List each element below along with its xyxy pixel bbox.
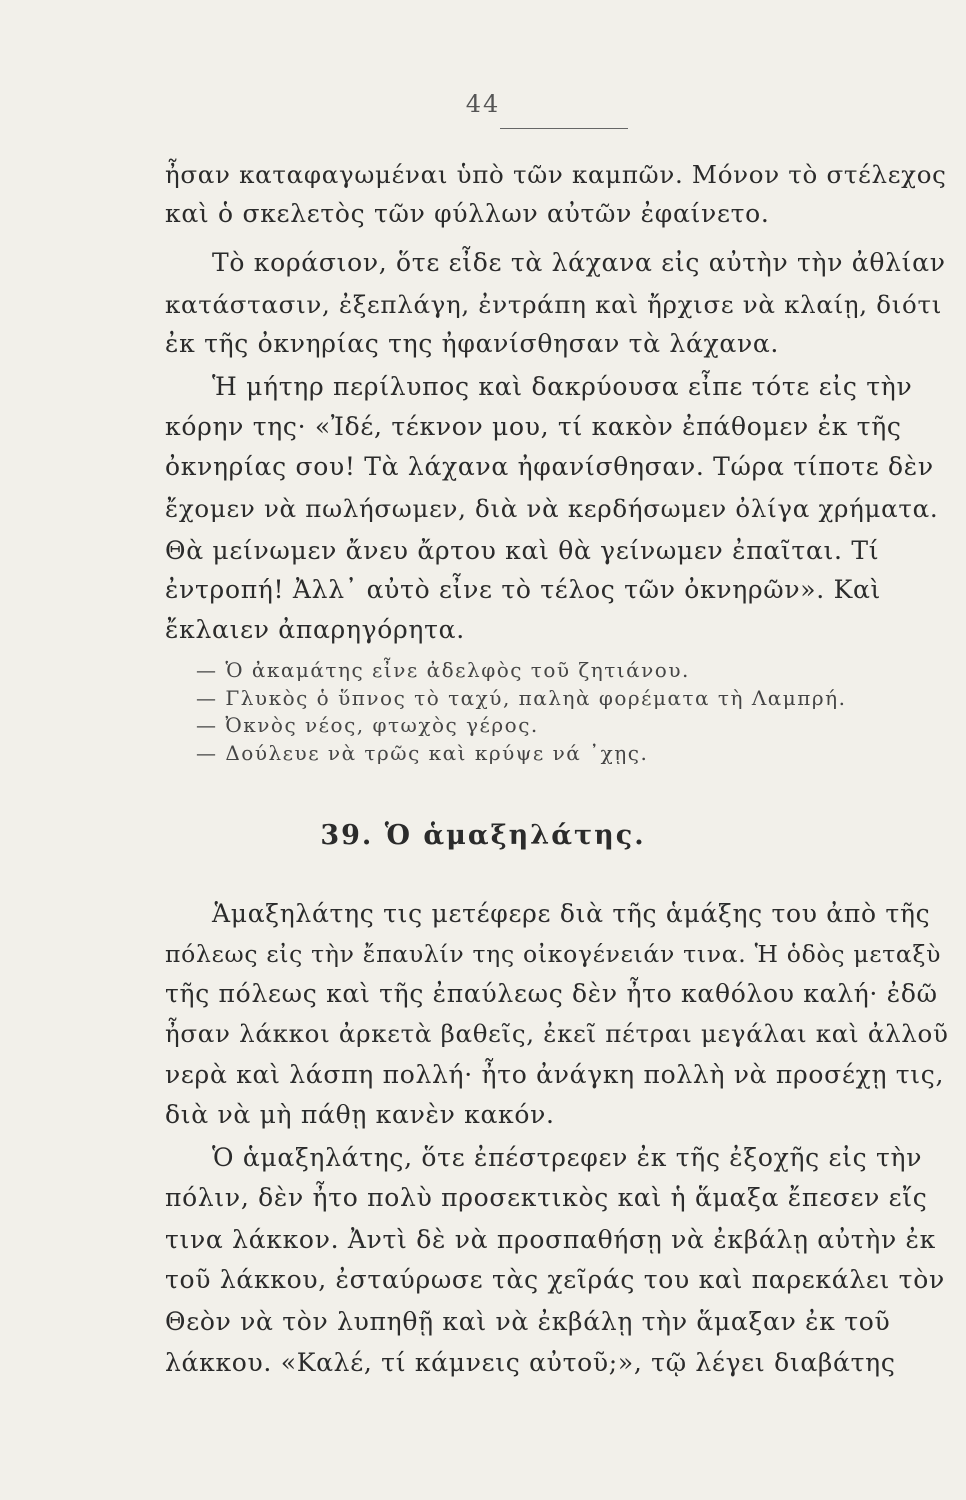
text-line: ἐντροπή! Ἀλλ᾽ αὐτὸ εἶνε τὸ τέλος τῶν ὀκνηρῶν». Καὶ <box>165 575 882 604</box>
text-line: τινα λάκκον. Ἀντὶ δὲ νὰ προσπαθήσῃ νὰ ἐκβάλῃ αὐτὴν ἐκ <box>165 1225 936 1254</box>
text-line: καὶ ὁ σκελετὸς τῶν φύλλων αὐτῶν ἐφαίνετο. <box>165 199 770 228</box>
header-rule <box>500 128 628 129</box>
text-line: ἦσαν καταφαγωμέναι ὑπὸ τῶν καμπῶν. Μόνον τὸ στέλεχος <box>165 160 947 189</box>
text-line: πόλιν, δὲν ἦτο πολὺ προσεκτικὸς καὶ ἡ ἅμαξα ἔπεσεν εἴς <box>165 1183 928 1212</box>
text-line: Ἡ μήτηρ περίλυπος καὶ δακρύουσα εἶπε τότε εἰς τὴν <box>212 372 913 401</box>
text-line: τοῦ λάκκου, ἐσταύρωσε τὰς χεῖράς του καὶ παρεκάλει τὸν <box>165 1265 945 1294</box>
text-line: διὰ νὰ μὴ πάθῃ κανὲν κακόν. <box>165 1100 555 1129</box>
page-number: 44 <box>465 90 501 118</box>
maxim-line: — Ὁ ἀκαμάτης εἶνε ἀδελφὸς τοῦ ζητιάνου. <box>196 658 690 682</box>
maxim-line: — Δούλευε νὰ τρῶς καὶ κρύψε νά ᾽χῃς. <box>196 741 649 765</box>
text-line: κόρην της· «Ἰδέ, τέκνον μου, τί κακὸν ἐπάθομεν ἐκ τῆς <box>165 412 902 441</box>
maxim-line: — Ὀκνὸς νέος, φτωχὸς γέρος. <box>196 713 539 737</box>
text-line: νερὰ καὶ λάσπη πολλή· ἦτο ἀνάγκη πολλὴ νὰ προσέχῃ τις, <box>165 1060 945 1089</box>
text-line: ἔχομεν νὰ πωλήσωμεν, διὰ νὰ κερδήσωμεν ὀλίγα χρήματα. <box>165 494 939 523</box>
text-line: ὀκνηρίας σου! Τὰ λάχανα ἠφανίσθησαν. Τώρα τίποτε δὲν <box>165 452 934 481</box>
text-line: ἐκ τῆς ὀκνηρίας της ἠφανίσθησαν τὰ λάχανα. <box>165 329 780 358</box>
text-line: Θεὸν νὰ τὸν λυπηθῇ καὶ νὰ ἐκβάλῃ τὴν ἅμαξαν ἐκ τοῦ <box>165 1307 891 1336</box>
maxim-line: — Γλυκὸς ὁ ὕπνος τὸ ταχύ, παληὰ φορέματα τὴ Λαμπρή. <box>196 686 847 710</box>
text-line: κατάστασιν, ἐξεπλάγη, ἐντράπη καὶ ἤρχισε νὰ κλαίῃ, διότι <box>165 290 943 319</box>
text-line: Ἁμαξηλάτης τις μετέφερε διὰ τῆς ἁμάξης του ἀπὸ τῆς <box>212 899 931 928</box>
text-line: ἔκλαιεν ἀπαρηγόρητα. <box>165 615 465 644</box>
section-heading: 39. Ὁ ἁμαξηλάτης. <box>320 820 646 851</box>
text-line: πόλεως εἰς τὴν ἔπαυλίν της οἰκογένειάν τινα. Ἡ ὁδὸς μεταξὺ <box>165 940 942 968</box>
text-line: τῆς πόλεως καὶ τῆς ἐπαύλεως δὲν ἦτο καθόλου καλή· ἐδῶ <box>165 979 938 1008</box>
text-line: Θὰ μείνωμεν ἄνευ ἄρτου καὶ θὰ γείνωμεν ἐπαῖται. Τί <box>165 536 880 565</box>
text-line: λάκκου. «Καλέ, τί κάμνεις αὐτοῦ;», τῷ λέγει διαβάτης <box>165 1348 896 1377</box>
text-line: ἦσαν λάκκοι ἀρκετὰ βαθεῖς, ἐκεῖ πέτραι μεγάλαι καὶ ἀλλοῦ <box>165 1019 949 1048</box>
text-line: Ὁ ἁμαξηλάτης, ὅτε ἐπέστρεφεν ἐκ τῆς ἐξοχῆς εἰς τὴν <box>212 1143 923 1172</box>
text-line: Τὸ κοράσιον, ὅτε εἶδε τὰ λάχανα εἰς αὐτὴν τὴν ἀθλίαν <box>212 248 946 277</box>
